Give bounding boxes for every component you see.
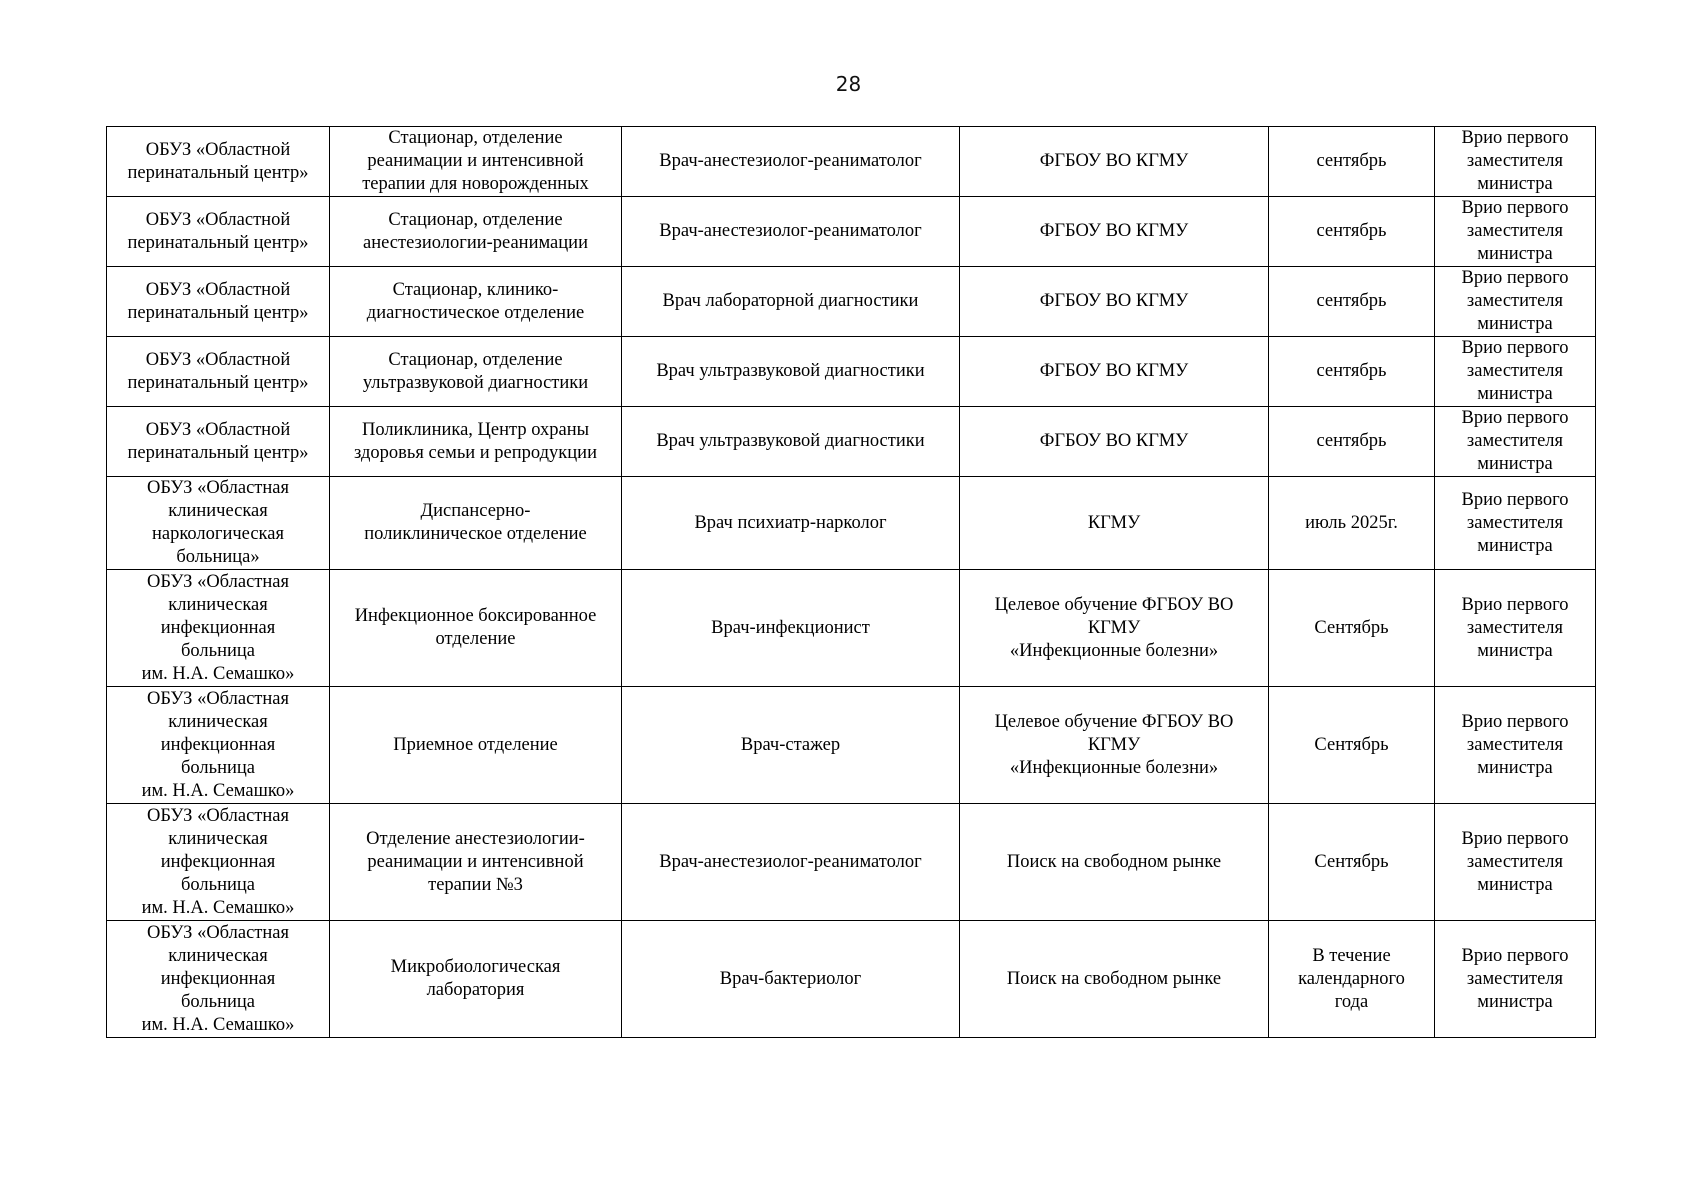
table-row bbox=[107, 921, 1596, 1038]
responsible-cell: Врио первого заместителя министра bbox=[1435, 804, 1596, 921]
org-cell: ОБУЗ «Областной перинатальный центр» bbox=[107, 337, 330, 407]
responsible-cell: Врио первого заместителя министра bbox=[1435, 477, 1596, 570]
department-cell: Инфекционное боксированное отделение bbox=[330, 570, 622, 687]
term-cell: Сентябрь bbox=[1269, 570, 1435, 687]
term-cell: Сентябрь bbox=[1269, 804, 1435, 921]
table-row bbox=[107, 804, 1596, 921]
responsible-cell: Врио первого заместителя министра bbox=[1435, 197, 1596, 267]
table-row bbox=[107, 197, 1596, 267]
position-cell: Врач ультразвуковой диагностики bbox=[622, 407, 960, 477]
position-cell: Врач-бактериолог bbox=[622, 921, 960, 1038]
source-cell: ФГБОУ ВО КГМУ bbox=[960, 337, 1269, 407]
table-row bbox=[107, 687, 1596, 804]
term-cell: сентябрь bbox=[1269, 197, 1435, 267]
term-cell: В течение календарного года bbox=[1269, 921, 1435, 1038]
source-cell: Целевое обучение ФГБОУ ВО КГМУ «Инфекционные болезни» bbox=[960, 570, 1269, 687]
department-cell: Стационар, отделение реанимации и интенсивной терапии для новорожденных bbox=[330, 127, 622, 197]
term-cell: сентябрь bbox=[1269, 337, 1435, 407]
term-cell: июль 2025г. bbox=[1269, 477, 1435, 570]
source-cell: ФГБОУ ВО КГМУ bbox=[960, 267, 1269, 337]
staffing-table bbox=[106, 126, 1596, 1038]
org-cell: ОБУЗ «Областная клиническая инфекционная больница им. Н.А. Семашко» bbox=[107, 570, 330, 687]
term-cell: сентябрь bbox=[1269, 407, 1435, 477]
org-cell: ОБУЗ «Областная клиническая инфекционная больница им. Н.А. Семашко» bbox=[107, 804, 330, 921]
org-cell: ОБУЗ «Областной перинатальный центр» bbox=[107, 197, 330, 267]
source-cell: ФГБОУ ВО КГМУ bbox=[960, 407, 1269, 477]
org-cell: ОБУЗ «Областная клиническая инфекционная больница им. Н.А. Семашко» bbox=[107, 921, 330, 1038]
org-cell: ОБУЗ «Областной перинатальный центр» bbox=[107, 407, 330, 477]
source-cell: ФГБОУ ВО КГМУ bbox=[960, 127, 1269, 197]
source-cell: Целевое обучение ФГБОУ ВО КГМУ «Инфекционные болезни» bbox=[960, 687, 1269, 804]
org-cell: ОБУЗ «Областной перинатальный центр» bbox=[107, 267, 330, 337]
org-cell: ОБУЗ «Областная клиническая инфекционная больница им. Н.А. Семашко» bbox=[107, 687, 330, 804]
table-row bbox=[107, 337, 1596, 407]
responsible-cell: Врио первого заместителя министра bbox=[1435, 921, 1596, 1038]
position-cell: Врач психиатр-нарколог bbox=[622, 477, 960, 570]
position-cell: Врач лабораторной диагностики bbox=[622, 267, 960, 337]
responsible-cell: Врио первого заместителя министра bbox=[1435, 267, 1596, 337]
responsible-cell: Врио первого заместителя министра bbox=[1435, 407, 1596, 477]
table-row bbox=[107, 477, 1596, 570]
department-cell: Отделение анестезиологии- реанимации и интенсивной терапии №3 bbox=[330, 804, 622, 921]
position-cell: Врач-стажер bbox=[622, 687, 960, 804]
org-cell: ОБУЗ «Областная клиническая наркологическая больница» bbox=[107, 477, 330, 570]
responsible-cell: Врио первого заместителя министра bbox=[1435, 570, 1596, 687]
term-cell: сентябрь bbox=[1269, 267, 1435, 337]
responsible-cell: Врио первого заместителя министра bbox=[1435, 127, 1596, 197]
department-cell: Поликлиника, Центр охраны здоровья семьи и репродукции bbox=[330, 407, 622, 477]
responsible-cell: Врио первого заместителя министра bbox=[1435, 337, 1596, 407]
department-cell: Диспансерно- поликлиническое отделение bbox=[330, 477, 622, 570]
department-cell: Микробиологическая лаборатория bbox=[330, 921, 622, 1038]
table-row bbox=[107, 570, 1596, 687]
department-cell: Приемное отделение bbox=[330, 687, 622, 804]
source-cell: КГМУ bbox=[960, 477, 1269, 570]
department-cell: Стационар, отделение ультразвуковой диагностики bbox=[330, 337, 622, 407]
position-cell: Врач-анестезиолог-реаниматолог bbox=[622, 127, 960, 197]
source-cell: ФГБОУ ВО КГМУ bbox=[960, 197, 1269, 267]
department-cell: Стационар, клинико- диагностическое отделение bbox=[330, 267, 622, 337]
page-number: 28 bbox=[835, 72, 862, 96]
table-row bbox=[107, 267, 1596, 337]
responsible-cell: Врио первого заместителя министра bbox=[1435, 687, 1596, 804]
source-cell: Поиск на свободном рынке bbox=[960, 921, 1269, 1038]
position-cell: Врач-инфекционист bbox=[622, 570, 960, 687]
position-cell: Врач-анестезиолог-реаниматолог bbox=[622, 197, 960, 267]
term-cell: сентябрь bbox=[1269, 127, 1435, 197]
table-row bbox=[107, 407, 1596, 477]
source-cell: Поиск на свободном рынке bbox=[960, 804, 1269, 921]
position-cell: Врач-анестезиолог-реаниматолог bbox=[622, 804, 960, 921]
term-cell: Сентябрь bbox=[1269, 687, 1435, 804]
org-cell: ОБУЗ «Областной перинатальный центр» bbox=[107, 127, 330, 197]
table-row bbox=[107, 127, 1596, 197]
position-cell: Врач ультразвуковой диагностики bbox=[622, 337, 960, 407]
department-cell: Стационар, отделение анестезиологии-реанимации bbox=[330, 197, 622, 267]
